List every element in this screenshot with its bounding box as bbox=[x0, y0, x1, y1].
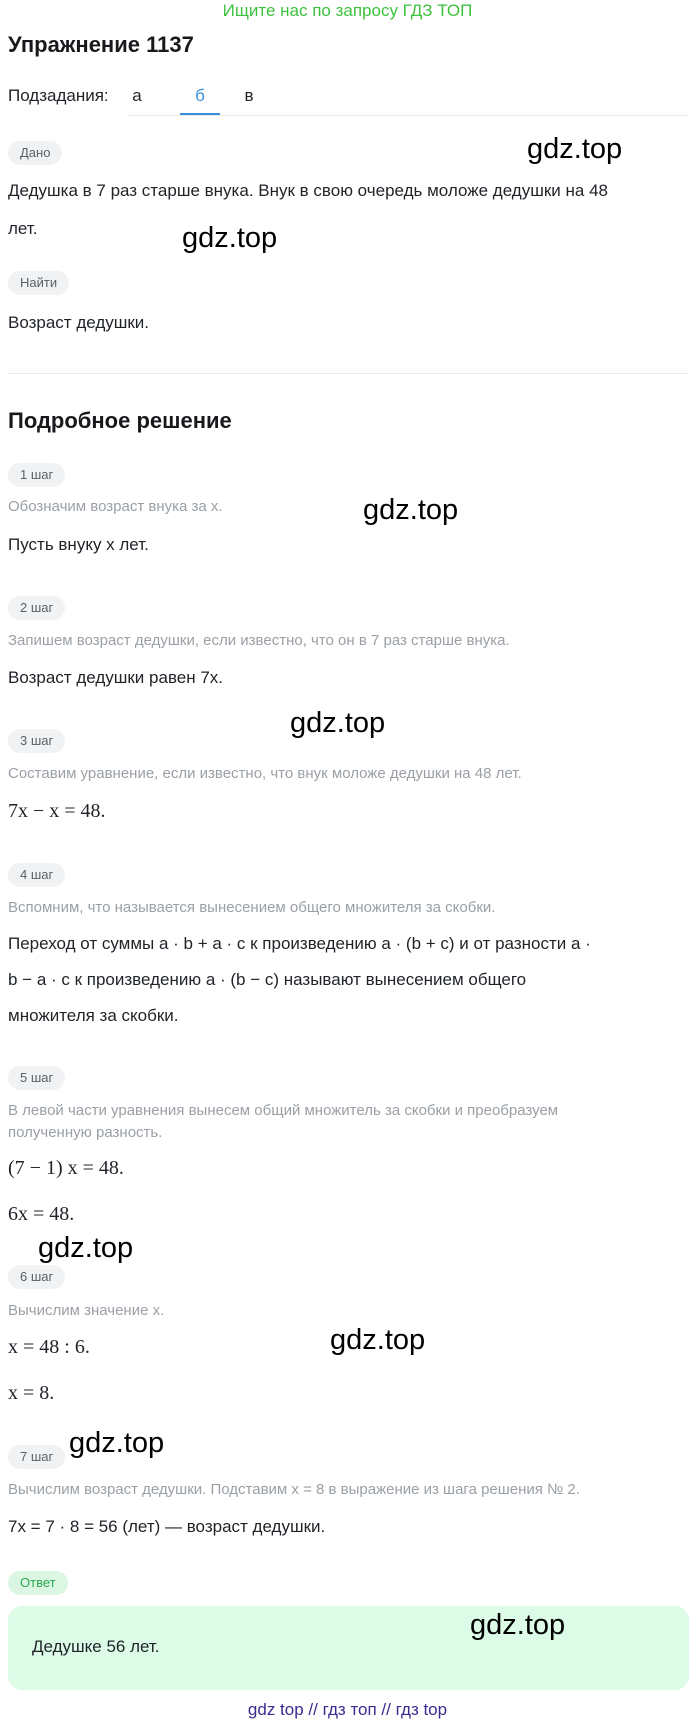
watermark: gdz.top bbox=[330, 1324, 426, 1356]
step-5-hint-line1: В левой части уравнения вынесем общий множитель за скобки и преобразуем bbox=[8, 1102, 559, 1119]
step-1-line: Пусть внуку x лет. bbox=[8, 535, 149, 554]
step-1-chip: 1 шаг bbox=[8, 463, 65, 487]
active-tab-indicator bbox=[180, 113, 220, 115]
watermark: gdz.top bbox=[38, 1232, 134, 1264]
watermark: gdz.top bbox=[290, 707, 386, 739]
section-divider bbox=[8, 373, 689, 374]
tabs-divider bbox=[128, 115, 689, 116]
watermark: gdz.top bbox=[69, 1427, 165, 1459]
given-chip: Дано bbox=[8, 141, 62, 165]
subtasks-label: Подзадания: bbox=[8, 86, 109, 105]
find-chip: Найти bbox=[8, 271, 69, 295]
step-6-equation1: x = 48 : 6. bbox=[8, 1336, 90, 1358]
step-5-hint-line2: полученную разность. bbox=[8, 1124, 163, 1141]
step-3-chip: 3 шаг bbox=[8, 729, 65, 753]
watermark: gdz.top bbox=[182, 222, 278, 254]
step-3-equation: 7x − x = 48. bbox=[8, 800, 106, 822]
solution-title: Подробное решение bbox=[8, 408, 232, 433]
step-6-chip: 6 шаг bbox=[8, 1265, 65, 1289]
answer-chip: Ответ bbox=[8, 1571, 68, 1595]
step-1-hint: Обозначим возраст внука за x. bbox=[8, 498, 223, 515]
step-4-line3: множителя за скобки. bbox=[8, 1006, 179, 1025]
step-7-chip: 7 шаг bbox=[8, 1445, 65, 1469]
footer-links[interactable]: gdz top // гдз топ // гдз top bbox=[247, 1700, 448, 1719]
tab-a[interactable]: а bbox=[132, 86, 142, 105]
step-4-line1: Переход от суммы a · b + a · c к произведению a · (b + c) и от разности a · bbox=[8, 934, 591, 953]
given-text-line1: Дедушка в 7 раз старше внука. Внук в свою очередь моложе дедушки на 48 bbox=[8, 181, 608, 200]
step-2-hint: Запишем возраст дедушки, если известно, что он в 7 раз старше внука. bbox=[8, 632, 510, 649]
step-4-hint: Вспомним, что называется вынесением общего множителя за скобки. bbox=[8, 899, 496, 916]
page-title: Упражнение 1137 bbox=[8, 32, 194, 57]
find-text: Возраст дедушки. bbox=[8, 313, 150, 332]
step-6-hint: Вычислим значение x. bbox=[8, 1302, 165, 1319]
tab-b[interactable]: б bbox=[195, 86, 205, 105]
watermark: gdz.top bbox=[527, 133, 623, 165]
step-2-chip: 2 шаг bbox=[8, 596, 65, 620]
step-7-hint: Вычислим возраст дедушки. Подставим x = 8 в выражение из шага решения № 2. bbox=[8, 1481, 580, 1498]
given-text-line2: лет. bbox=[8, 219, 38, 238]
step-4-line2: b − a · c к произведению a · (b − c) называют вынесением общего bbox=[8, 970, 527, 989]
step-5-chip: 5 шаг bbox=[8, 1066, 65, 1090]
step-7-line: 7x = 7 · 8 = 56 (лет) — возраст дедушки. bbox=[8, 1517, 326, 1536]
step-2-line: Возраст дедушки равен 7x. bbox=[8, 668, 224, 687]
step-5-equation1: (7 − 1) x = 48. bbox=[8, 1157, 124, 1179]
watermark: gdz.top bbox=[363, 494, 459, 526]
tab-v[interactable]: в bbox=[244, 86, 254, 105]
watermark: gdz.top bbox=[470, 1609, 566, 1641]
step-6-equation2: x = 8. bbox=[8, 1382, 55, 1404]
search-banner: Ищите нас по запросу ГДЗ ТОП bbox=[222, 1, 473, 20]
step-4-chip: 4 шаг bbox=[8, 863, 65, 887]
step-3-hint: Составим уравнение, если известно, что внук моложе дедушки на 48 лет. bbox=[8, 765, 522, 782]
step-5-equation2: 6x = 48. bbox=[8, 1203, 75, 1225]
answer-text: Дедушке 56 лет. bbox=[32, 1637, 160, 1656]
